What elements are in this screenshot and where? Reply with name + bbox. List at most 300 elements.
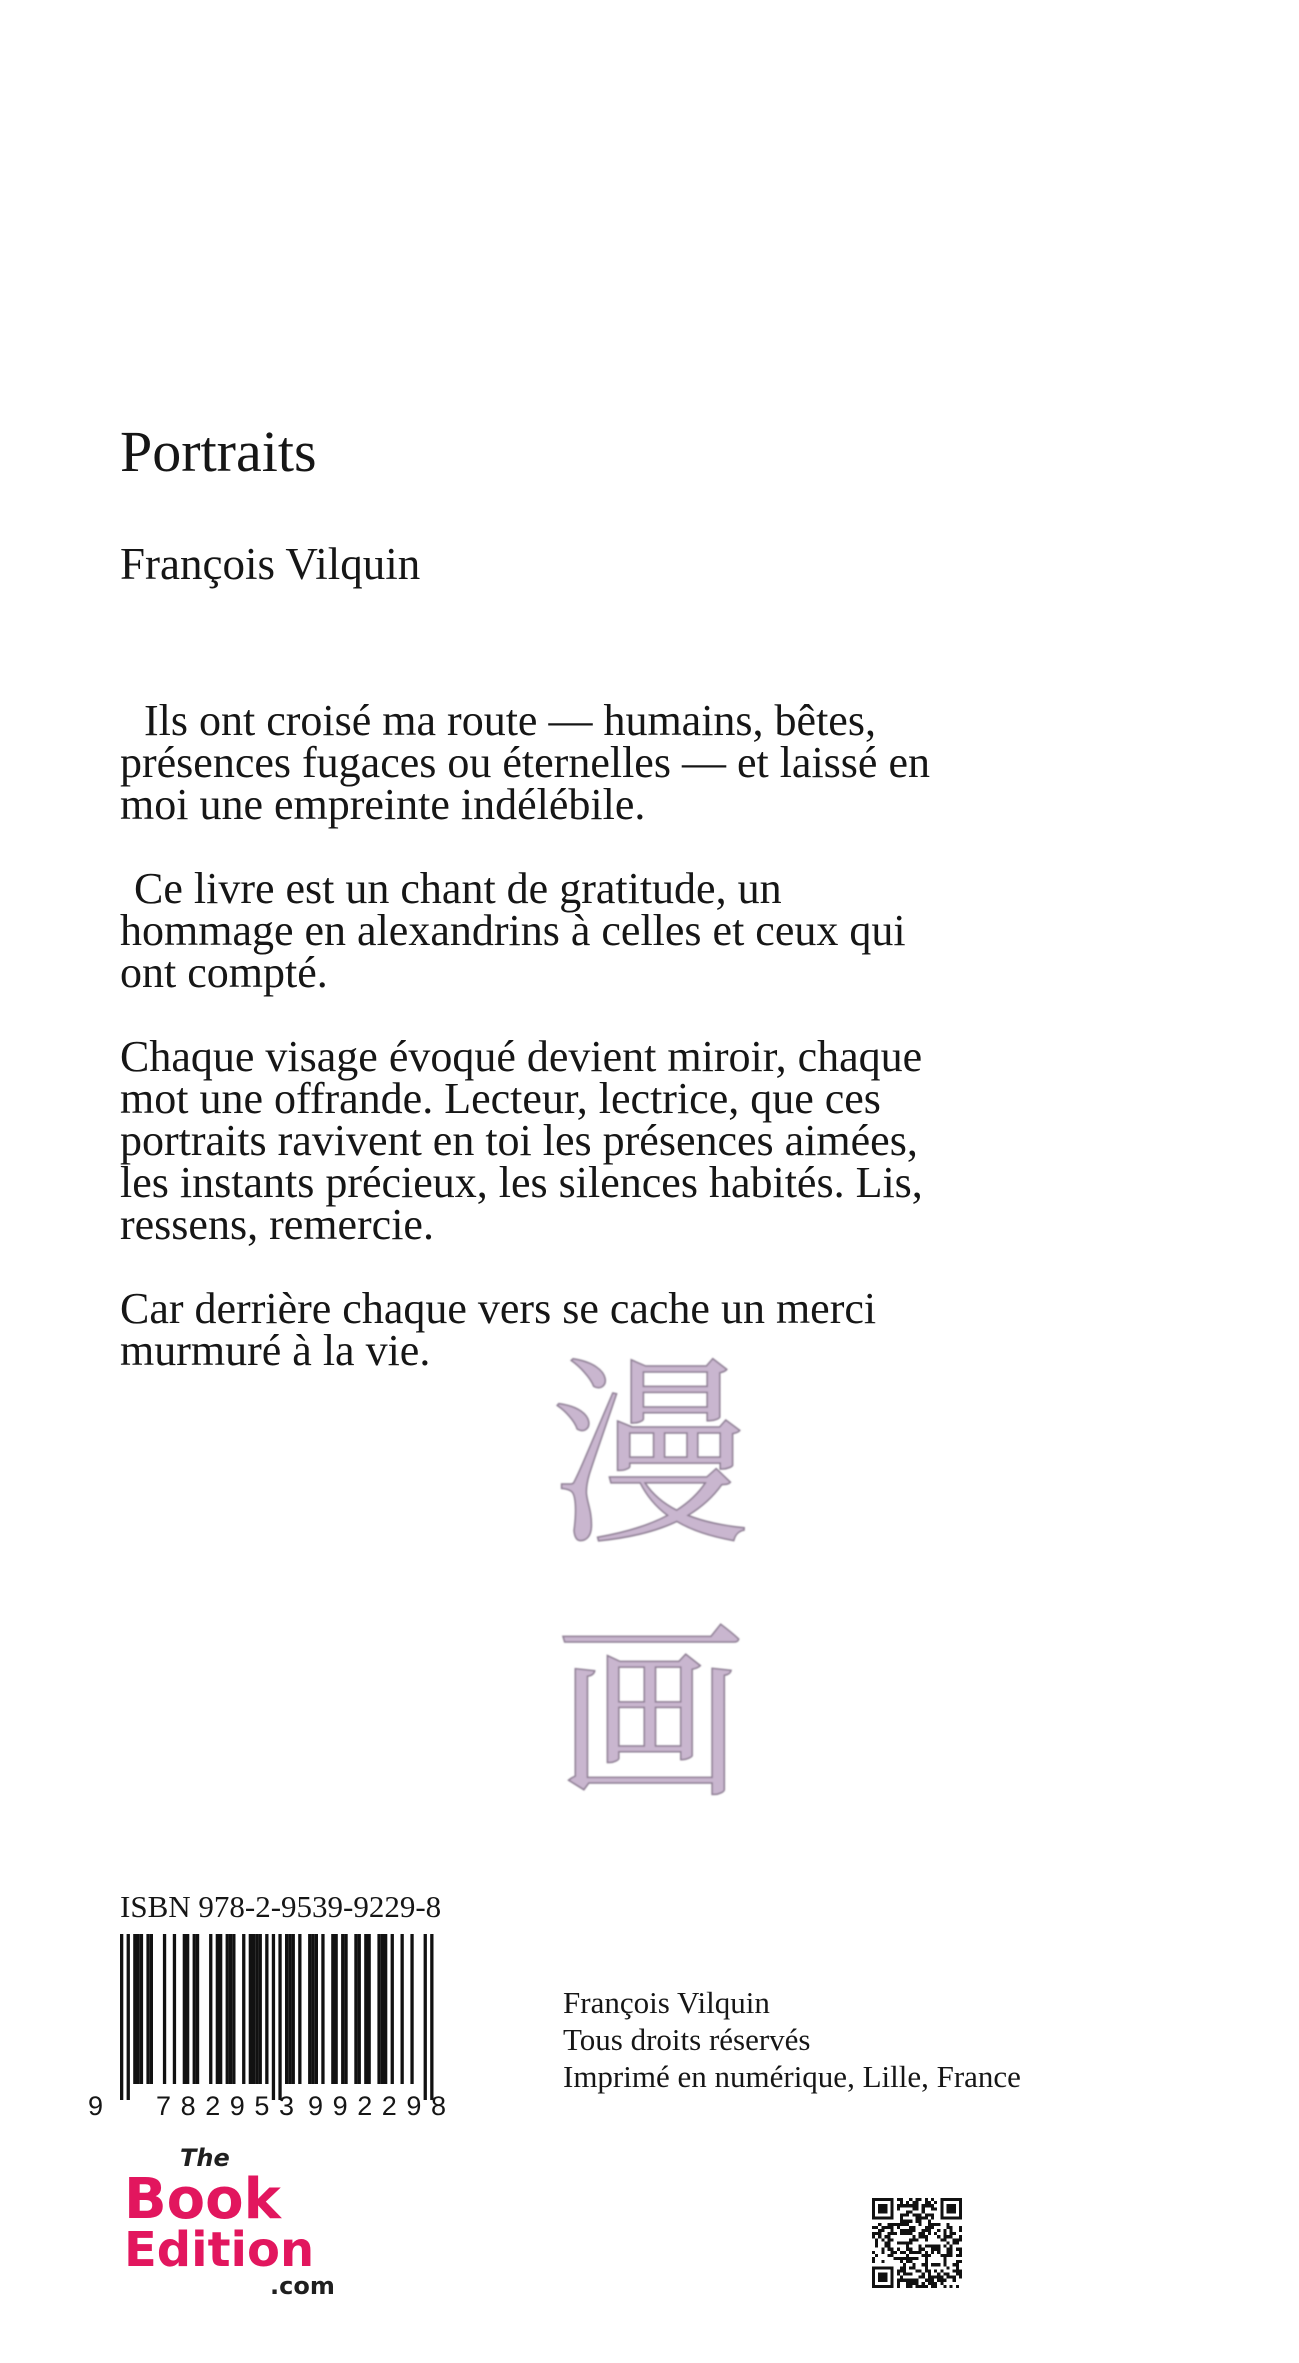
qr-module (891, 2285, 894, 2288)
logo-com: .com (270, 2272, 335, 2298)
qr-module (931, 2276, 934, 2279)
qr-module (881, 2279, 884, 2282)
barcode-bar (146, 1934, 149, 2084)
qr-module (915, 2285, 918, 2288)
qr-module (888, 2217, 891, 2220)
qr-module (950, 2204, 953, 2207)
qr-module (925, 2257, 928, 2260)
qr-module (906, 2248, 909, 2251)
qr-module (875, 2226, 878, 2229)
qr-module (906, 2279, 909, 2282)
qr-module (900, 2266, 903, 2269)
qr-module (906, 2204, 909, 2207)
qr-module (891, 2272, 894, 2275)
qr-module (943, 2198, 946, 2201)
qr-module (903, 2257, 906, 2260)
qr-module (872, 2214, 875, 2217)
qr-module (959, 2201, 962, 2204)
qr-module (872, 2260, 875, 2263)
barcode-bar (381, 1934, 384, 2084)
qr-module (922, 2207, 925, 2210)
qr-module (925, 2235, 928, 2238)
qr-module (950, 2229, 953, 2232)
qr-module (919, 2285, 922, 2288)
qr-module (931, 2251, 934, 2254)
qr-module (897, 2257, 900, 2260)
qr-module (940, 2269, 943, 2272)
qr-module (940, 2198, 943, 2201)
qr-module (934, 2285, 937, 2288)
isbn-barcode (82, 1930, 502, 2120)
qr-module (956, 2198, 959, 2201)
qr-module (934, 2263, 937, 2266)
qr-module (888, 2232, 891, 2235)
qr-module (953, 2217, 956, 2220)
qr-module (884, 2217, 887, 2220)
qr-module (906, 2214, 909, 2217)
qr-module (915, 2214, 918, 2217)
qr-module (906, 2232, 909, 2235)
qr-module (956, 2254, 959, 2257)
qr-module (937, 2248, 940, 2251)
qr-module (888, 2198, 891, 2201)
imprint-line: Tous droits réservés (563, 2022, 811, 2057)
barcode-bar (150, 1934, 153, 2084)
qr-module (906, 2201, 909, 2204)
qr-module (925, 2251, 928, 2254)
qr-module (891, 2204, 894, 2207)
qr-module (897, 2198, 900, 2201)
qr-module (884, 2276, 887, 2279)
qr-module (943, 2232, 946, 2235)
qr-module (888, 2285, 891, 2288)
qr-module (959, 2198, 962, 2201)
barcode-bar (308, 1934, 311, 2084)
qr-module (884, 2204, 887, 2207)
qr-module (919, 2232, 922, 2235)
barcode-bar (259, 1934, 262, 2084)
qr-module (959, 2217, 962, 2220)
qr-module (884, 2210, 887, 2213)
qr-module (940, 2210, 943, 2213)
qr-module (881, 2226, 884, 2229)
publisher-logo[interactable] (120, 2138, 370, 2298)
qr-module (931, 2207, 934, 2210)
qr-module (925, 2263, 928, 2266)
qr-module (959, 2229, 962, 2232)
barcode-bar (209, 1934, 212, 2084)
qr-module (912, 2226, 915, 2229)
qr-module (897, 2207, 900, 2210)
qr-module (940, 2204, 943, 2207)
qr-module (909, 2257, 912, 2260)
isbn-label: ISBN 978-2-9539-9229-8 (120, 1889, 442, 1924)
qr-module (909, 2220, 912, 2223)
qr-module (922, 2282, 925, 2285)
qr-module (894, 2232, 897, 2235)
qr-module (943, 2285, 946, 2288)
qr-module (928, 2279, 931, 2282)
qr-module (950, 2217, 953, 2220)
qr-module (934, 2248, 937, 2251)
qr-module (937, 2263, 940, 2266)
qr-module (953, 2263, 956, 2266)
barcode-bar (183, 1934, 186, 2084)
qr-module (872, 2235, 875, 2238)
qr-module (915, 2257, 918, 2260)
qr-module (928, 2214, 931, 2217)
imprint-block (563, 1984, 1021, 2095)
qr-module (928, 2201, 931, 2204)
qr-module (912, 2235, 915, 2238)
barcode-bar (137, 1934, 140, 2084)
qr-module (950, 2245, 953, 2248)
qr-module (897, 2279, 900, 2282)
qr-module (946, 2266, 949, 2269)
qr-module (950, 2198, 953, 2201)
qr-module (903, 2251, 906, 2254)
qr-module (925, 2254, 928, 2257)
qr-module (940, 2276, 943, 2279)
qr-module (900, 2276, 903, 2279)
qr-module (897, 2285, 900, 2288)
qr-module (888, 2245, 891, 2248)
qr-module (959, 2204, 962, 2207)
qr-code-icon[interactable] (872, 2198, 962, 2288)
qr-module (891, 2223, 894, 2226)
qr-module (959, 2269, 962, 2272)
qr-module (875, 2241, 878, 2244)
qr-module (953, 2232, 956, 2235)
qr-module (956, 2263, 959, 2266)
qr-module (900, 2198, 903, 2201)
qr-module (928, 2229, 931, 2232)
qr-module (884, 2226, 887, 2229)
qr-module (950, 2251, 953, 2254)
barcode-bar (424, 1934, 427, 2100)
qr-module (881, 2272, 884, 2275)
qr-module (937, 2223, 940, 2226)
barcode-bar (173, 1934, 176, 2084)
qr-module (956, 2241, 959, 2244)
qr-module (881, 2248, 884, 2251)
barcode-bar (272, 1934, 275, 2100)
qr-module (950, 2254, 953, 2257)
qr-module (909, 2251, 912, 2254)
qr-module (909, 2272, 912, 2275)
barcode-bar (133, 1934, 136, 2084)
qr-module (900, 2204, 903, 2207)
qr-module (915, 2198, 918, 2201)
qr-module (903, 2229, 906, 2232)
qr-module (925, 2266, 928, 2269)
qr-module (900, 2220, 903, 2223)
qr-module (922, 2210, 925, 2213)
qr-module (915, 2282, 918, 2285)
qr-module (906, 2241, 909, 2244)
qr-module (931, 2245, 934, 2248)
qr-module (940, 2238, 943, 2241)
barcode-bar (364, 1934, 367, 2084)
qr-module (928, 2204, 931, 2207)
qr-module (891, 2238, 894, 2241)
qr-module (909, 2260, 912, 2263)
qr-module (915, 2204, 918, 2207)
qr-module (897, 2269, 900, 2272)
qr-module (878, 2272, 881, 2275)
qr-module (891, 2276, 894, 2279)
qr-module (891, 2217, 894, 2220)
qr-module (915, 2251, 918, 2254)
qr-module (922, 2217, 925, 2220)
barcode-bar (265, 1934, 268, 2084)
barcode-bar (186, 1934, 189, 2084)
qr-module (900, 2229, 903, 2232)
qr-module (915, 2279, 918, 2282)
barcode-bar (193, 1934, 196, 2084)
barcode-bar (311, 1934, 314, 2084)
qr-module (928, 2276, 931, 2279)
qr-module (872, 2232, 875, 2235)
qr-module (875, 2266, 878, 2269)
barcode-digits-right: 992298 (308, 2091, 446, 2120)
qr-module (900, 2269, 903, 2272)
qr-module (925, 2198, 928, 2201)
qr-module (872, 2207, 875, 2210)
qr-module (959, 2251, 962, 2254)
qr-module (959, 2276, 962, 2279)
qr-module (931, 2198, 934, 2201)
qr-module (946, 2198, 949, 2201)
qr-module (943, 2217, 946, 2220)
qr-module (950, 2276, 953, 2279)
qr-module (891, 2214, 894, 2217)
book-author: François Vilquin (120, 539, 421, 589)
qr-module (875, 2238, 878, 2241)
qr-module (906, 2272, 909, 2275)
qr-module (881, 2260, 884, 2263)
qr-module (922, 2285, 925, 2288)
qr-module (903, 2204, 906, 2207)
qr-module (931, 2217, 934, 2220)
qr-module (928, 2254, 931, 2257)
qr-module (891, 2210, 894, 2213)
qr-module (884, 2279, 887, 2282)
qr-module (937, 2245, 940, 2248)
qr-module (881, 2204, 884, 2207)
qr-module (906, 2285, 909, 2288)
back-cover-blurb (120, 696, 950, 1414)
qr-module (888, 2226, 891, 2229)
qr-module (950, 2210, 953, 2213)
qr-module (946, 2276, 949, 2279)
qr-module (946, 2254, 949, 2257)
qr-module (959, 2248, 962, 2251)
qr-module (953, 2276, 956, 2279)
qr-module (928, 2226, 931, 2229)
qr-module (888, 2266, 891, 2269)
qr-module (946, 2235, 949, 2238)
qr-module (888, 2238, 891, 2241)
barcode-bar (127, 1934, 130, 2100)
qr-module (872, 2272, 875, 2275)
qr-module (878, 2217, 881, 2220)
qr-module (878, 2276, 881, 2279)
qr-module (956, 2238, 959, 2241)
qr-module (891, 2269, 894, 2272)
qr-module (881, 2285, 884, 2288)
qr-module (937, 2229, 940, 2232)
qr-module (875, 2285, 878, 2288)
qr-module (881, 2229, 884, 2232)
barcode-bar (163, 1934, 166, 2084)
qr-module (878, 2204, 881, 2207)
qr-module (950, 2235, 953, 2238)
qr-module (946, 2241, 949, 2244)
qr-module (881, 2210, 884, 2213)
qr-module (872, 2204, 875, 2207)
qr-module (891, 2279, 894, 2282)
barcode-bar (285, 1934, 288, 2084)
qr-module (928, 2232, 931, 2235)
qr-module (931, 2223, 934, 2226)
blurb-paragraph: Ils ont croisé ma route — humains, bêtes, présences fugaces ou éternelles — et laissé en moi une empreinte indélébile. (120, 696, 930, 829)
qr-module (903, 2269, 906, 2272)
qr-module (903, 2241, 906, 2244)
qr-module (956, 2285, 959, 2288)
qr-module (878, 2235, 881, 2238)
qr-module (950, 2207, 953, 2210)
qr-module (919, 2214, 922, 2217)
qr-module (884, 2198, 887, 2201)
qr-module (956, 2269, 959, 2272)
qr-module (900, 2257, 903, 2260)
qr-module (909, 2282, 912, 2285)
qr-module (937, 2235, 940, 2238)
qr-module (925, 2269, 928, 2272)
qr-module (940, 2217, 943, 2220)
qr-module (872, 2282, 875, 2285)
qr-module (906, 2257, 909, 2260)
qr-module (884, 2285, 887, 2288)
qr-module (878, 2285, 881, 2288)
qr-module (922, 2276, 925, 2279)
qr-module (956, 2248, 959, 2251)
qr-module (900, 2223, 903, 2226)
qr-module (903, 2220, 906, 2223)
barcode-bar (384, 1934, 387, 2084)
qr-module (940, 2279, 943, 2282)
qr-module (959, 2235, 962, 2238)
qr-module (931, 2279, 934, 2282)
qr-module (922, 2263, 925, 2266)
qr-module (943, 2263, 946, 2266)
qr-module (934, 2223, 937, 2226)
imprint-line: François Vilquin (563, 1985, 770, 2020)
qr-module (925, 2285, 928, 2288)
qr-module (881, 2198, 884, 2201)
qr-module (884, 2266, 887, 2269)
qr-module (922, 2272, 925, 2275)
qr-module (915, 2217, 918, 2220)
qr-module (940, 2207, 943, 2210)
qr-module (912, 2204, 915, 2207)
qr-module (897, 2241, 900, 2244)
barcode-bar (377, 1934, 380, 2084)
qr-module (909, 2285, 912, 2288)
qr-module (959, 2272, 962, 2275)
barcode-digit-lead: 9 (88, 2091, 104, 2120)
qr-module (946, 2207, 949, 2210)
qr-module (900, 2241, 903, 2244)
qr-module (940, 2214, 943, 2217)
qr-module (922, 2248, 925, 2251)
qr-module (881, 2238, 884, 2241)
qr-module (891, 2226, 894, 2229)
qr-module (943, 2245, 946, 2248)
qr-module (897, 2223, 900, 2226)
qr-module (912, 2207, 915, 2210)
barcode-bar (249, 1934, 252, 2084)
barcode-bar (278, 1934, 281, 2100)
qr-module (950, 2248, 953, 2251)
qr-module (903, 2232, 906, 2235)
qr-module (906, 2229, 909, 2232)
barcode-bar (140, 1934, 143, 2084)
qr-module (919, 2198, 922, 2201)
barcode-bar (298, 1934, 301, 2084)
qr-module (909, 2266, 912, 2269)
qr-module (919, 2251, 922, 2254)
qr-module (891, 2232, 894, 2235)
qr-module (872, 2210, 875, 2213)
qr-module (943, 2238, 946, 2241)
qr-module (946, 2251, 949, 2254)
qr-module (943, 2257, 946, 2260)
qr-module (931, 2248, 934, 2251)
qr-module (931, 2282, 934, 2285)
qr-module (909, 2241, 912, 2244)
barcode-bar (335, 1934, 338, 2084)
qr-module (912, 2251, 915, 2254)
qr-module (909, 2238, 912, 2241)
barcode-bar (229, 1934, 232, 2084)
qr-module (872, 2201, 875, 2204)
qr-module (934, 2276, 937, 2279)
qr-module (912, 2229, 915, 2232)
barcode-bar (255, 1934, 258, 2084)
qr-module (925, 2226, 928, 2229)
qr-module (946, 2210, 949, 2213)
qr-module (912, 2279, 915, 2282)
barcode-bar (232, 1934, 235, 2084)
qr-module (897, 2272, 900, 2275)
qr-module (953, 2269, 956, 2272)
qr-module (925, 2245, 928, 2248)
qr-module (912, 2282, 915, 2285)
qr-module (909, 2279, 912, 2282)
qr-module (925, 2214, 928, 2217)
qr-module (900, 2279, 903, 2282)
qr-module (940, 2201, 943, 2204)
qr-module (943, 2272, 946, 2275)
qr-module (872, 2285, 875, 2288)
qr-module (903, 2272, 906, 2275)
barcode-bar (120, 1934, 123, 2100)
qr-module (919, 2269, 922, 2272)
qr-module (919, 2217, 922, 2220)
qr-module (922, 2235, 925, 2238)
